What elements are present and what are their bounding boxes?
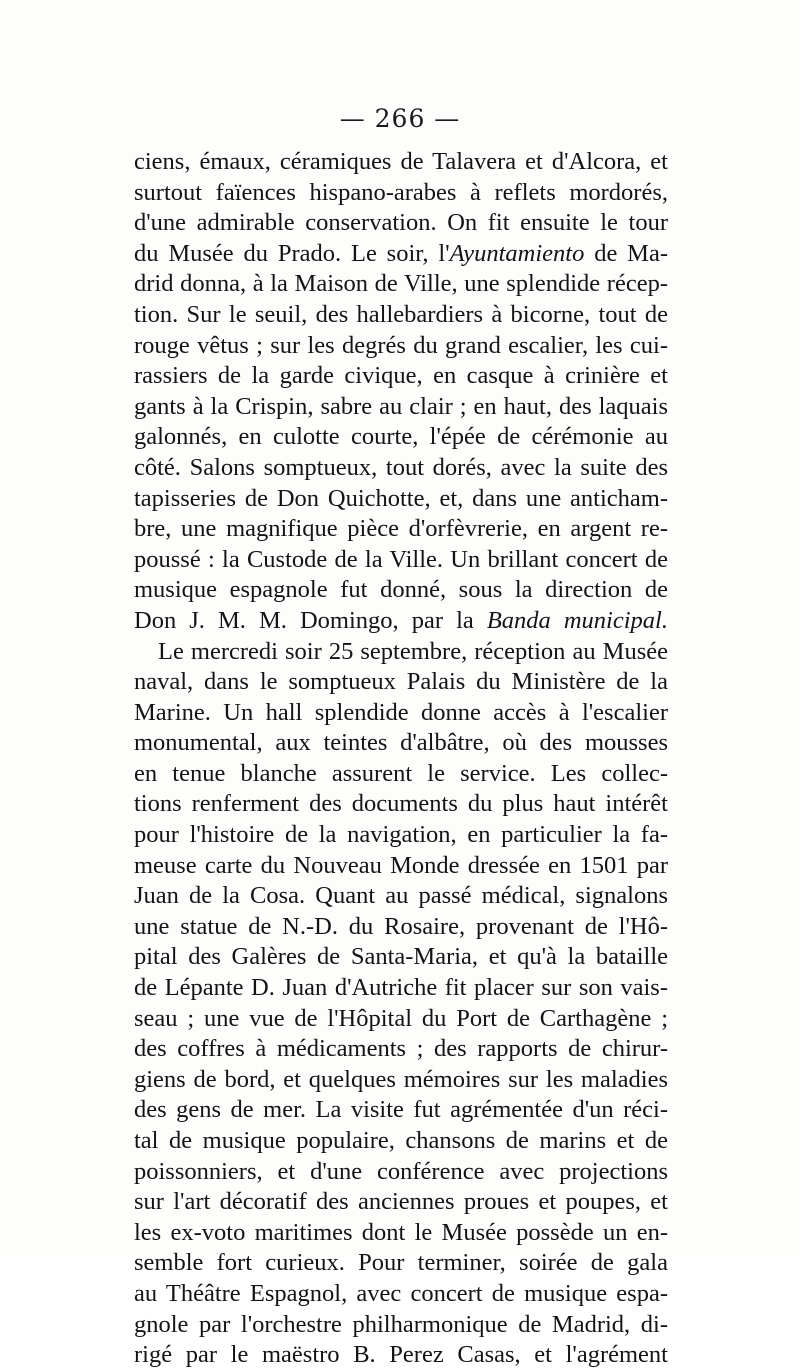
- text-line: [134, 575, 668, 606]
- line-text: bre, une magnifique pièce d'orfèvrerie, en argent re-: [134, 515, 668, 543]
- line-text: tion. Sur le seuil, des hallebardiers à bicorne, tout de: [134, 300, 668, 328]
- text-line: [134, 637, 668, 668]
- line-text: Le mercredi soir 25 septembre, réception au Musée: [158, 637, 668, 665]
- text-line: [134, 239, 668, 270]
- body-text: [134, 147, 668, 1371]
- text-line: [134, 1034, 668, 1065]
- text-line: [134, 208, 668, 239]
- text-line: [134, 1218, 668, 1249]
- line-text: drid donna, à la Maison de Ville, une splendide récep-: [134, 270, 668, 298]
- text-line: [134, 759, 668, 790]
- text-line: [134, 545, 668, 576]
- line-text: au Théâtre Espagnol, avec concert de musique espa-: [134, 1279, 668, 1307]
- italic-text: Ayuntamiento: [449, 239, 585, 267]
- text-line: [134, 789, 668, 820]
- line-text: tal de musique populaire, chansons de marins et de: [134, 1127, 668, 1154]
- line-text: sur l'art décoratif des anciennes proues et poupes, et: [134, 1188, 668, 1216]
- text-line: [134, 361, 668, 392]
- line-text: pital des Galères de Santa-Maria, et qu'à la bataille: [134, 943, 668, 971]
- text-line: [134, 606, 668, 637]
- text-line: [134, 1187, 668, 1218]
- text-line: [134, 484, 668, 515]
- line-text: de Ma-: [584, 239, 668, 267]
- line-text: musique espagnole fut donné, sous la direction de: [134, 576, 668, 604]
- text-line: [134, 178, 668, 209]
- text-line: [134, 269, 668, 300]
- text-line: [134, 1340, 668, 1371]
- text-line: [134, 1065, 668, 1096]
- line-text: pour l'histoire de la navigation, en particulier la fa-: [134, 821, 668, 849]
- text-line: [134, 300, 668, 331]
- text-line: [134, 1004, 668, 1035]
- line-text: côté. Salons somptueux, tout dorés, avec la suite des: [134, 453, 668, 481]
- text-line: [134, 1126, 668, 1157]
- line-text: gnole par l'orchestre philharmonique de Madrid, di-: [134, 1310, 668, 1338]
- text-line: [134, 973, 668, 1004]
- line-text: Juan de la Cosa. Quant au passé médical, signalons: [134, 882, 668, 910]
- line-text: du Musée du Prado. Le soir, l': [134, 239, 450, 267]
- line-text: de Lépante D. Juan d'Autriche fit placer sur son vais-: [134, 974, 668, 1002]
- line-text: Marine. Un hall splendide donne accès à l'escalier: [134, 698, 668, 726]
- text-line: [134, 1157, 668, 1188]
- text-line: [134, 392, 668, 423]
- line-text: gants à la Crispin, sabre au clair ; en haut, des laquais: [134, 392, 668, 420]
- text-line: [134, 942, 668, 973]
- text-line: [134, 1310, 668, 1341]
- line-text: naval, dans le somptueux Palais du Ministère de la: [134, 668, 668, 696]
- line-text: en tenue blanche assurent le service. Les collec-: [134, 759, 668, 787]
- line-text: galonnés, en culotte courte, l'épée de cérémonie au: [134, 423, 668, 451]
- line-text: des gens de mer. La visite fut agrémentée d'un réci-: [134, 1096, 668, 1124]
- line-text: les ex-voto maritimes dont le Musée possède un en-: [134, 1218, 668, 1246]
- text-line: [134, 1095, 668, 1126]
- text-line: [134, 881, 668, 912]
- line-text: surtout faïences hispano-arabes à reflets mordorés,: [134, 178, 668, 206]
- line-text: monumental, aux teintes d'albâtre, où des mousses: [134, 729, 668, 757]
- line-text: semble fort curieux. Pour terminer, soirée de gala: [134, 1249, 668, 1277]
- line-text: poissonniers, et d'une conférence avec projections: [134, 1157, 668, 1185]
- line-text: tions renferment des documents du plus haut intérêt: [134, 790, 668, 818]
- text-line: [134, 1279, 668, 1310]
- line-text: poussé : la Custode de la Ville. Un brillant concert de: [134, 545, 668, 573]
- line-text: rouge vêtus ; sur les degrés du grand escalier, les cui-: [134, 331, 668, 359]
- text-line: [134, 453, 668, 484]
- text-line: [134, 851, 668, 882]
- text-line: [134, 698, 668, 729]
- line-text: ciens, émaux, céramiques de Talavera et d'Alcora, et: [134, 148, 668, 175]
- line-text: une statue de N.-D. du Rosaire, provenant de l'Hô-: [134, 912, 668, 940]
- line-text: Don J. M. M. Domingo, par la: [134, 606, 487, 634]
- text-line: [134, 514, 668, 545]
- line-text: giens de bord, et quelques mémoires sur les maladies: [134, 1065, 668, 1093]
- line-text: rassiers de la garde civique, en casque à crinière et: [134, 362, 668, 390]
- line-text: des coffres à médicaments ; des rapports de chirur-: [134, 1035, 668, 1063]
- text-line: [134, 667, 668, 698]
- text-line: [134, 820, 668, 851]
- line-text: meuse carte du Nouveau Monde dressée en 1501 par: [134, 851, 668, 879]
- line-text: d'une admirable conservation. On fit ensuite le tour: [134, 209, 668, 237]
- line-text: rigé par le maëstro B. Perez Casas, et l'agrément: [134, 1341, 668, 1369]
- text-line: [134, 147, 668, 178]
- line-text: seau ; une vue de l'Hôpital du Port de Carthagène ;: [134, 1004, 668, 1032]
- text-line: [134, 728, 668, 759]
- italic-text: Banda municipal.: [486, 606, 668, 634]
- line-text: tapisseries de Don Quichotte, et, dans une anticham-: [134, 484, 668, 512]
- text-line: [134, 912, 668, 943]
- text-line: [134, 422, 668, 453]
- text-line: [134, 1248, 668, 1279]
- page-number: — 266 —: [339, 104, 461, 133]
- text-line: [134, 331, 668, 362]
